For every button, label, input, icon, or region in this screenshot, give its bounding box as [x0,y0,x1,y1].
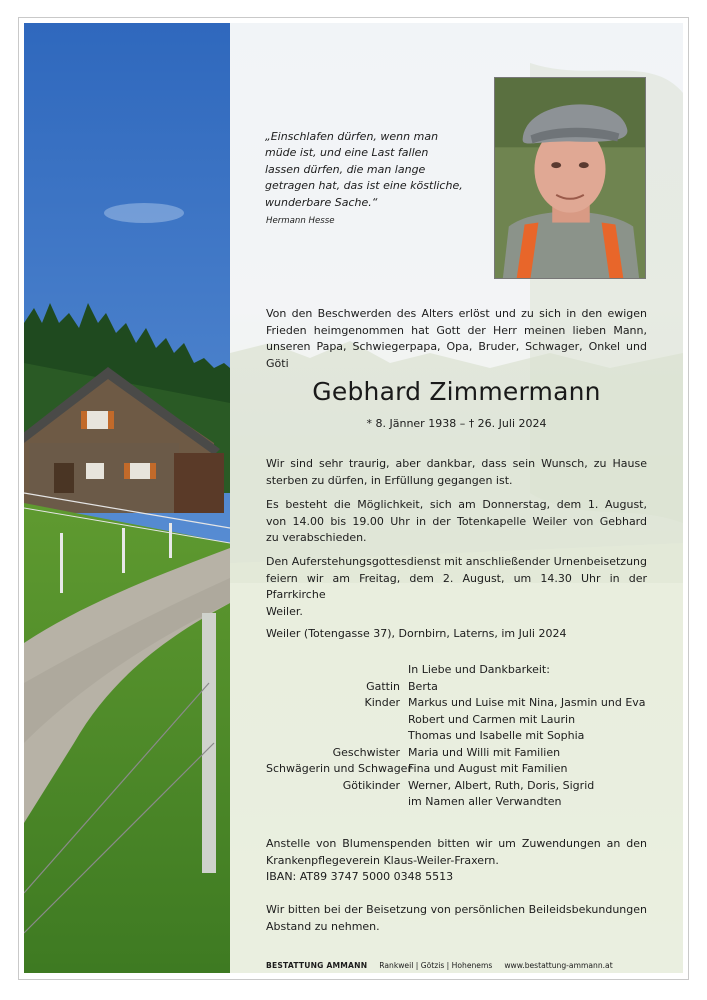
paragraph-line: feiern wir am Freitag, dem 2. August, um 14.30 Uhr in der Pfarrkirche [266,571,647,601]
request-line: Abstand zu nehmen. [266,919,380,933]
request-line: Wir bitten bei der Beisetzung von persönlichen Beileidsbekundungen [266,903,647,916]
donation-line: Anstelle von Blumenspenden bitten wir um Zuwendungen an den [266,837,647,850]
family-names: Maria und Willi mit Familien [408,745,561,759]
paragraph-line: zu verabschieden. [266,531,367,544]
family-role [266,728,408,745]
family-role: Kinder [364,696,400,709]
iban: IBAN: AT89 3747 5000 0348 5513 [266,870,454,883]
landscape-photo [24,23,230,973]
paragraph-wish [266,456,647,489]
family-row [266,728,661,745]
paragraph-viewing [266,497,647,547]
intro-line: Von den Beschwerden des Alters erlöst und zu sich in den ewigen [266,307,647,320]
portrait-image [495,78,645,278]
family-names: Berta [408,679,438,693]
portrait-photo [494,77,646,279]
family-names: Fina und August mit Familien [408,762,568,775]
intro-paragraph [266,306,647,372]
brand-name: AMMANN [326,961,368,970]
paragraph-line: Wir sind sehr traurig, aber dankbar, dass sein Wunsch, zu Hause [266,457,647,470]
life-dates: * 8. Jänner 1938 – † 26. Juli 2024 [366,417,547,430]
quote-line: „Einschlafen dürfen, wenn man [265,130,439,143]
paragraph-line: von 14.00 bis 19.00 Uhr in der Totenkapelle Weiler von Gebhard [266,514,647,528]
family-names: Thomas und Isabelle mit Sophia [408,729,585,742]
family-header-row [266,662,661,679]
family-list [266,662,661,811]
paragraph-service [266,554,647,620]
family-header: In Liebe und Dankbarkeit: [408,663,550,676]
funeral-home-website[interactable]: www.bestattung-ammann.at [504,961,613,970]
family-row [266,794,661,811]
family-row [266,778,661,795]
family-role: Geschwister [332,745,400,759]
family-names: Werner, Albert, Ruth, Doris, Sigrid [408,778,595,792]
family-role: Schwägerin und Schwager [266,762,412,775]
family-names: Robert und Carmen mit Laurin [408,712,576,726]
family-names: im Namen aller Verwandten [408,795,562,808]
family-role: Götikinder [342,778,400,792]
barn-landscape-image [24,23,230,973]
family-row [266,679,661,696]
quote-line: lassen dürfen, die man lange [265,162,426,176]
family-role: Gattin [366,679,400,693]
funeral-home-locations: Rankweil | Götzis | Hohenems [379,961,493,970]
family-row [266,745,661,762]
donation-paragraph [266,836,647,886]
family-row [266,761,661,778]
family-role [266,712,408,729]
donation-line: Krankenpflegeverein Klaus-Weiler-Fraxern. [266,853,499,867]
quote-line: getragen hat, das ist eine köstliche, [265,179,463,193]
paragraph-line: Den Auferstehungsgottesdienst mit anschließender Urnenbeisetzung [266,555,647,568]
paragraph-line: sterben zu dürfen, in Erfüllung gegangen ist. [266,473,513,487]
family-names: Markus und Luise mit Nina, Jasmin und Eva [408,696,646,709]
family-row [266,695,661,712]
quote-text [265,129,490,211]
condolence-request [266,902,647,935]
intro-line: unseren Papa, Schwiegerpapa, Opa, Bruder, Schwager, Onkel und Göti [266,340,647,370]
intro-line: Frieden heimgenommen hat Gott der Herr meinen lieben Mann, [266,323,647,337]
quote-line: wunderbare Sache.“ [265,195,378,209]
paragraph-line: Es besteht die Möglichkeit, sich am Donnerstag, dem 1. August, [266,498,647,511]
family-row [266,712,661,729]
quote-author: Hermann Hesse [266,216,335,226]
brand-word: BESTATTUNG [266,961,324,970]
deceased-name: Gebhard Zimmermann [312,377,601,406]
family-role [266,794,408,811]
place-date: Weiler (Totengasse 37), Dornbirn, Laterns, im Juli 2024 [266,627,567,640]
funeral-home-footer [266,961,666,970]
funeral-home-brand [266,961,367,970]
paragraph-line: Weiler. [266,604,303,618]
quote-line: müde ist, und eine Last fallen [265,146,429,160]
